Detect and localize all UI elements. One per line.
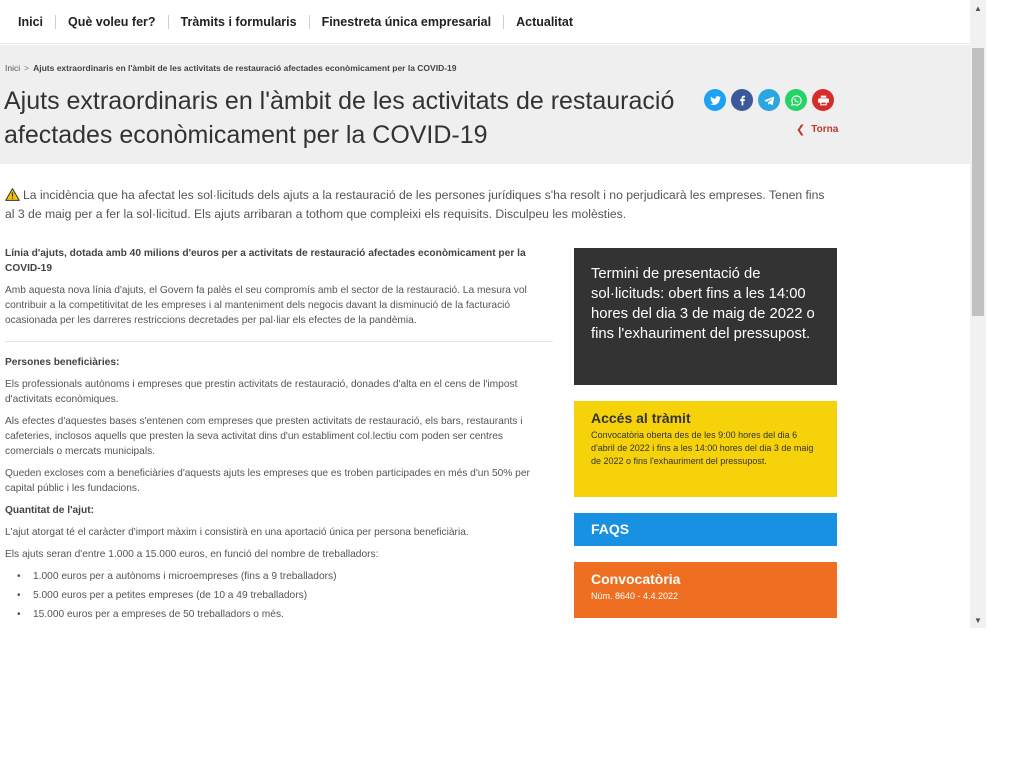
deadline-box: Termini de presentació de sol·licituds: obert fins a les 14:00 hores del dia 3 de maig de 2022 o fins l'exhauriment del pressupost. — [574, 248, 837, 385]
access-procedure-box[interactable] — [574, 401, 837, 497]
scrollbar-thumb[interactable] — [972, 48, 984, 316]
alert-message — [5, 187, 837, 223]
faqs-button[interactable]: FAQS — [574, 513, 837, 546]
main-content — [5, 246, 553, 626]
nav-item-finestreta[interactable]: Finestreta única empresarial — [310, 15, 505, 29]
divider — [5, 341, 553, 342]
amount-heading: Quantitat de l'ajut: — [5, 505, 95, 516]
convocatoria-title[interactable]: Convocatòria — [591, 571, 681, 587]
access-procedure-title[interactable]: Accés al tràmit — [591, 410, 691, 426]
back-link[interactable] — [796, 123, 838, 136]
access-procedure-text: Convocatòria oberta des de les 9:00 hores del dia 6 d'abril de 2022 i fins a les 14:00 hores del dia 3 de maig de 2022 o fins l'exhauriment del pressupost. — [591, 430, 814, 466]
beneficiaries-paragraph: Als efectes d'aquestes bases s'entenen com empreses que presten activitats de restauració, els bars, restaurants i cafeteries, inclosos aquells que presten la seva activitat dins d'un establiment col.lectiu com poden ser centres comercials o mercats municipals. — [5, 416, 523, 457]
beneficiaries-paragraph: Els professionals autònoms i empreses que prestin activitats de restauració, donades d'alta en el cens de l'impost d'activitats econòmiques. — [5, 379, 518, 405]
intro-heading: Línia d'ajuts, dotada amb 40 milions d'euros per a activitats de restauració afectades econòmicament per la COVID-19 — [5, 248, 526, 274]
beneficiaries-heading: Persones beneficiàries: — [5, 357, 120, 368]
breadcrumb-separator: > — [24, 63, 30, 73]
top-navigation — [0, 0, 970, 44]
chevron-left-icon: ❮ — [796, 124, 806, 136]
convocatoria-box[interactable] — [574, 562, 837, 618]
whatsapp-icon[interactable] — [785, 89, 807, 111]
amount-paragraph: L'ajut atorgat té el caràcter d'import màxim i consistirà en una aportació única per persona beneficiària. — [5, 527, 469, 538]
breadcrumb — [5, 63, 457, 73]
page-title: Ajuts extraordinaris en l'àmbit de les activitats de restauració afectades econòmicament per la COVID-19 — [4, 87, 675, 149]
nav-item-inici[interactable]: Inici — [6, 15, 56, 29]
breadcrumb-current: Ajuts extraordinaris en l'àmbit de les activitats de restauració afectades econòmicament per la COVID-19 — [33, 63, 457, 73]
facebook-icon[interactable] — [731, 89, 753, 111]
back-label: Torna — [811, 124, 839, 135]
nav-item-tramits[interactable]: Tràmits i formularis — [169, 15, 310, 29]
twitter-icon[interactable] — [704, 89, 726, 111]
scroll-up-icon[interactable]: ▲ — [974, 3, 982, 13]
scroll-down-icon[interactable]: ▼ — [974, 615, 982, 625]
alert-text: La incidència que ha afectat les sol·licituds dels ajuts a la restauració de les persones jurídiques s'ha resolt i no perjudicarà les empreses. Tenen fins al 3 de maig per a fer la sol·licitud. Els ajuts arribaran a tothom que compleixi els requisits. Disculpeu les molèsties. — [5, 188, 825, 221]
convocatoria-text: Núm. 8640 - 4.4.2022 — [591, 591, 679, 601]
nav-item-que-voleu-fer[interactable]: Què voleu fer? — [56, 15, 169, 29]
telegram-icon[interactable] — [758, 89, 780, 111]
list-item: • 15.000 euros per a empreses de 50 treballadors o més. — [5, 607, 553, 622]
amount-list — [5, 569, 553, 622]
beneficiaries-paragraph: Queden excloses com a beneficiàries d'aquests ajuts les empreses que es troben participades en més d'un 50% per capital públic i les fundacions. — [5, 468, 530, 494]
breadcrumb-home[interactable]: Inici — [5, 63, 21, 73]
list-item: • 1.000 euros per a autònoms i microempreses (fins a 9 treballadors) — [5, 569, 553, 584]
print-icon[interactable] — [812, 89, 834, 111]
amount-paragraph: Els ajuts seran d'entre 1.000 a 15.000 euros, en funció del nombre de treballadors: — [5, 549, 379, 560]
warning-icon — [5, 188, 20, 206]
nav-item-actualitat[interactable]: Actualitat — [516, 14, 574, 29]
intro-text: Amb aquesta nova línia d'ajuts, el Govern fa palès el seu compromís amb el sector de la restauració. La mesura vol contribuir a la competitivitat de les empreses i al manteniment dels negocis davant la disminució de la facturació ocasionada per les darreres restriccions decretades per pal·liar els efectes de la pandèmia. — [5, 285, 527, 326]
list-item: • 5.000 euros per a petites empreses (de 10 a 49 treballadors) — [5, 588, 553, 603]
vertical-scrollbar[interactable] — [970, 0, 986, 628]
share-buttons — [704, 89, 834, 111]
